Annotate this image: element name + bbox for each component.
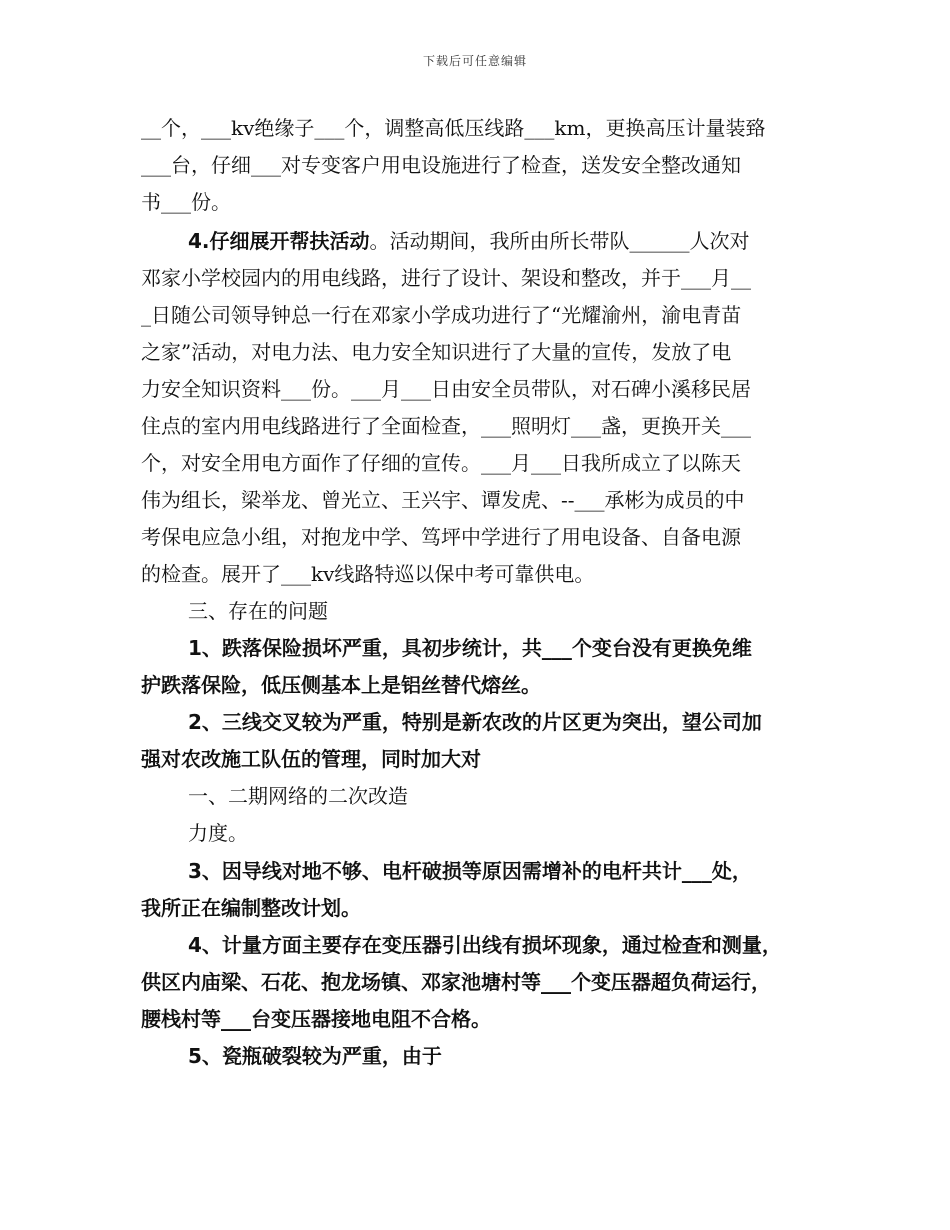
paragraph-line: 伟为组长，梁举龙、曾光立、王兴宇、谭发虎、--___承彬为成员的中 <box>141 488 745 512</box>
paragraph-line: 一、二期网络的二次改造 <box>188 784 408 808</box>
paragraph-line: 2、三线交叉较为严重，特别是新农改的片区更为突出，望公司加 <box>188 710 762 734</box>
page-header: 下载后可任意编辑 <box>422 54 527 68</box>
paragraph-line: 考保电应急小组，对抱龙中学、笃坪中学进行了用电设备、自备电源 <box>141 525 741 549</box>
paragraph-line: 供区内庙梁、石花、抱龙场镇、邓家池塘村等___个变压器超负荷运行， <box>141 970 771 994</box>
paragraph-line: 邓家小学校园内的用电线路，进行了设计、架设和整改，并于___月__ <box>141 266 751 290</box>
paragraph-line: 个，对安全用电方面作了仔细的宣传。___月___日我所成立了以陈天 <box>141 451 741 475</box>
paragraph-line: 的检查。展开了___kv线路特巡以保中考可靠供电。 <box>141 562 595 586</box>
paragraph-line: 5、瓷瓶破裂较为严重，由于 <box>188 1044 442 1068</box>
section-heading: 三、存在的问题 <box>188 599 328 623</box>
paragraph-line: 力度。 <box>188 821 248 845</box>
paragraph-line: 4、计量方面主要存在变压器引出线有损坏现象，通过检查和测量， <box>188 933 782 957</box>
paragraph-line: _日随公司领导钟总一行在邓家小学成功进行了“光耀渝州，渝电青苗 <box>141 303 742 327</box>
paragraph-line: __个，___kv绝缘子___个，调整高低压线路___km，更换高压计量装臵 <box>141 116 766 140</box>
paragraph-line: 护跌落保险，低压侧基本上是铝丝替代熔丝。 <box>141 673 541 697</box>
paragraph-line: ___台，仔细___对专变客户用电设施进行了检查，送发安全整改通知 <box>141 153 741 177</box>
paragraph-line: 住点的室内用电线路进行了全面检查，___照明灯___盏，更换开关___ <box>141 414 751 438</box>
paragraph-line: 强对农改施工队伍的管理，同时加大对 <box>141 747 481 771</box>
paragraph-line: 3、因导线对地不够、电杆破损等原因需增补的电杆共计___处， <box>188 859 752 883</box>
paragraph-line: 腰栈村等___台变压器接地电阻不合格。 <box>141 1007 491 1031</box>
paragraph-line: 我所正在编制整改计划。 <box>141 896 361 920</box>
paragraph-line: 力安全知识资料___份。___月___日由安全员带队，对石碑小溪移民居 <box>141 377 751 401</box>
paragraph-line: 之家”活动，对电力法、电力安全知识进行了大量的宣传，发放了电 <box>141 340 732 364</box>
paragraph-line: 书___份。 <box>141 190 231 214</box>
paragraph-line: 4.仔细展开帮扶活动。活动期间，我所由所长带队______人次对 <box>188 229 750 253</box>
paragraph-line: 1、跌落保险损坏严重，具初步统计，共___个变台没有更换免维 <box>188 636 752 660</box>
